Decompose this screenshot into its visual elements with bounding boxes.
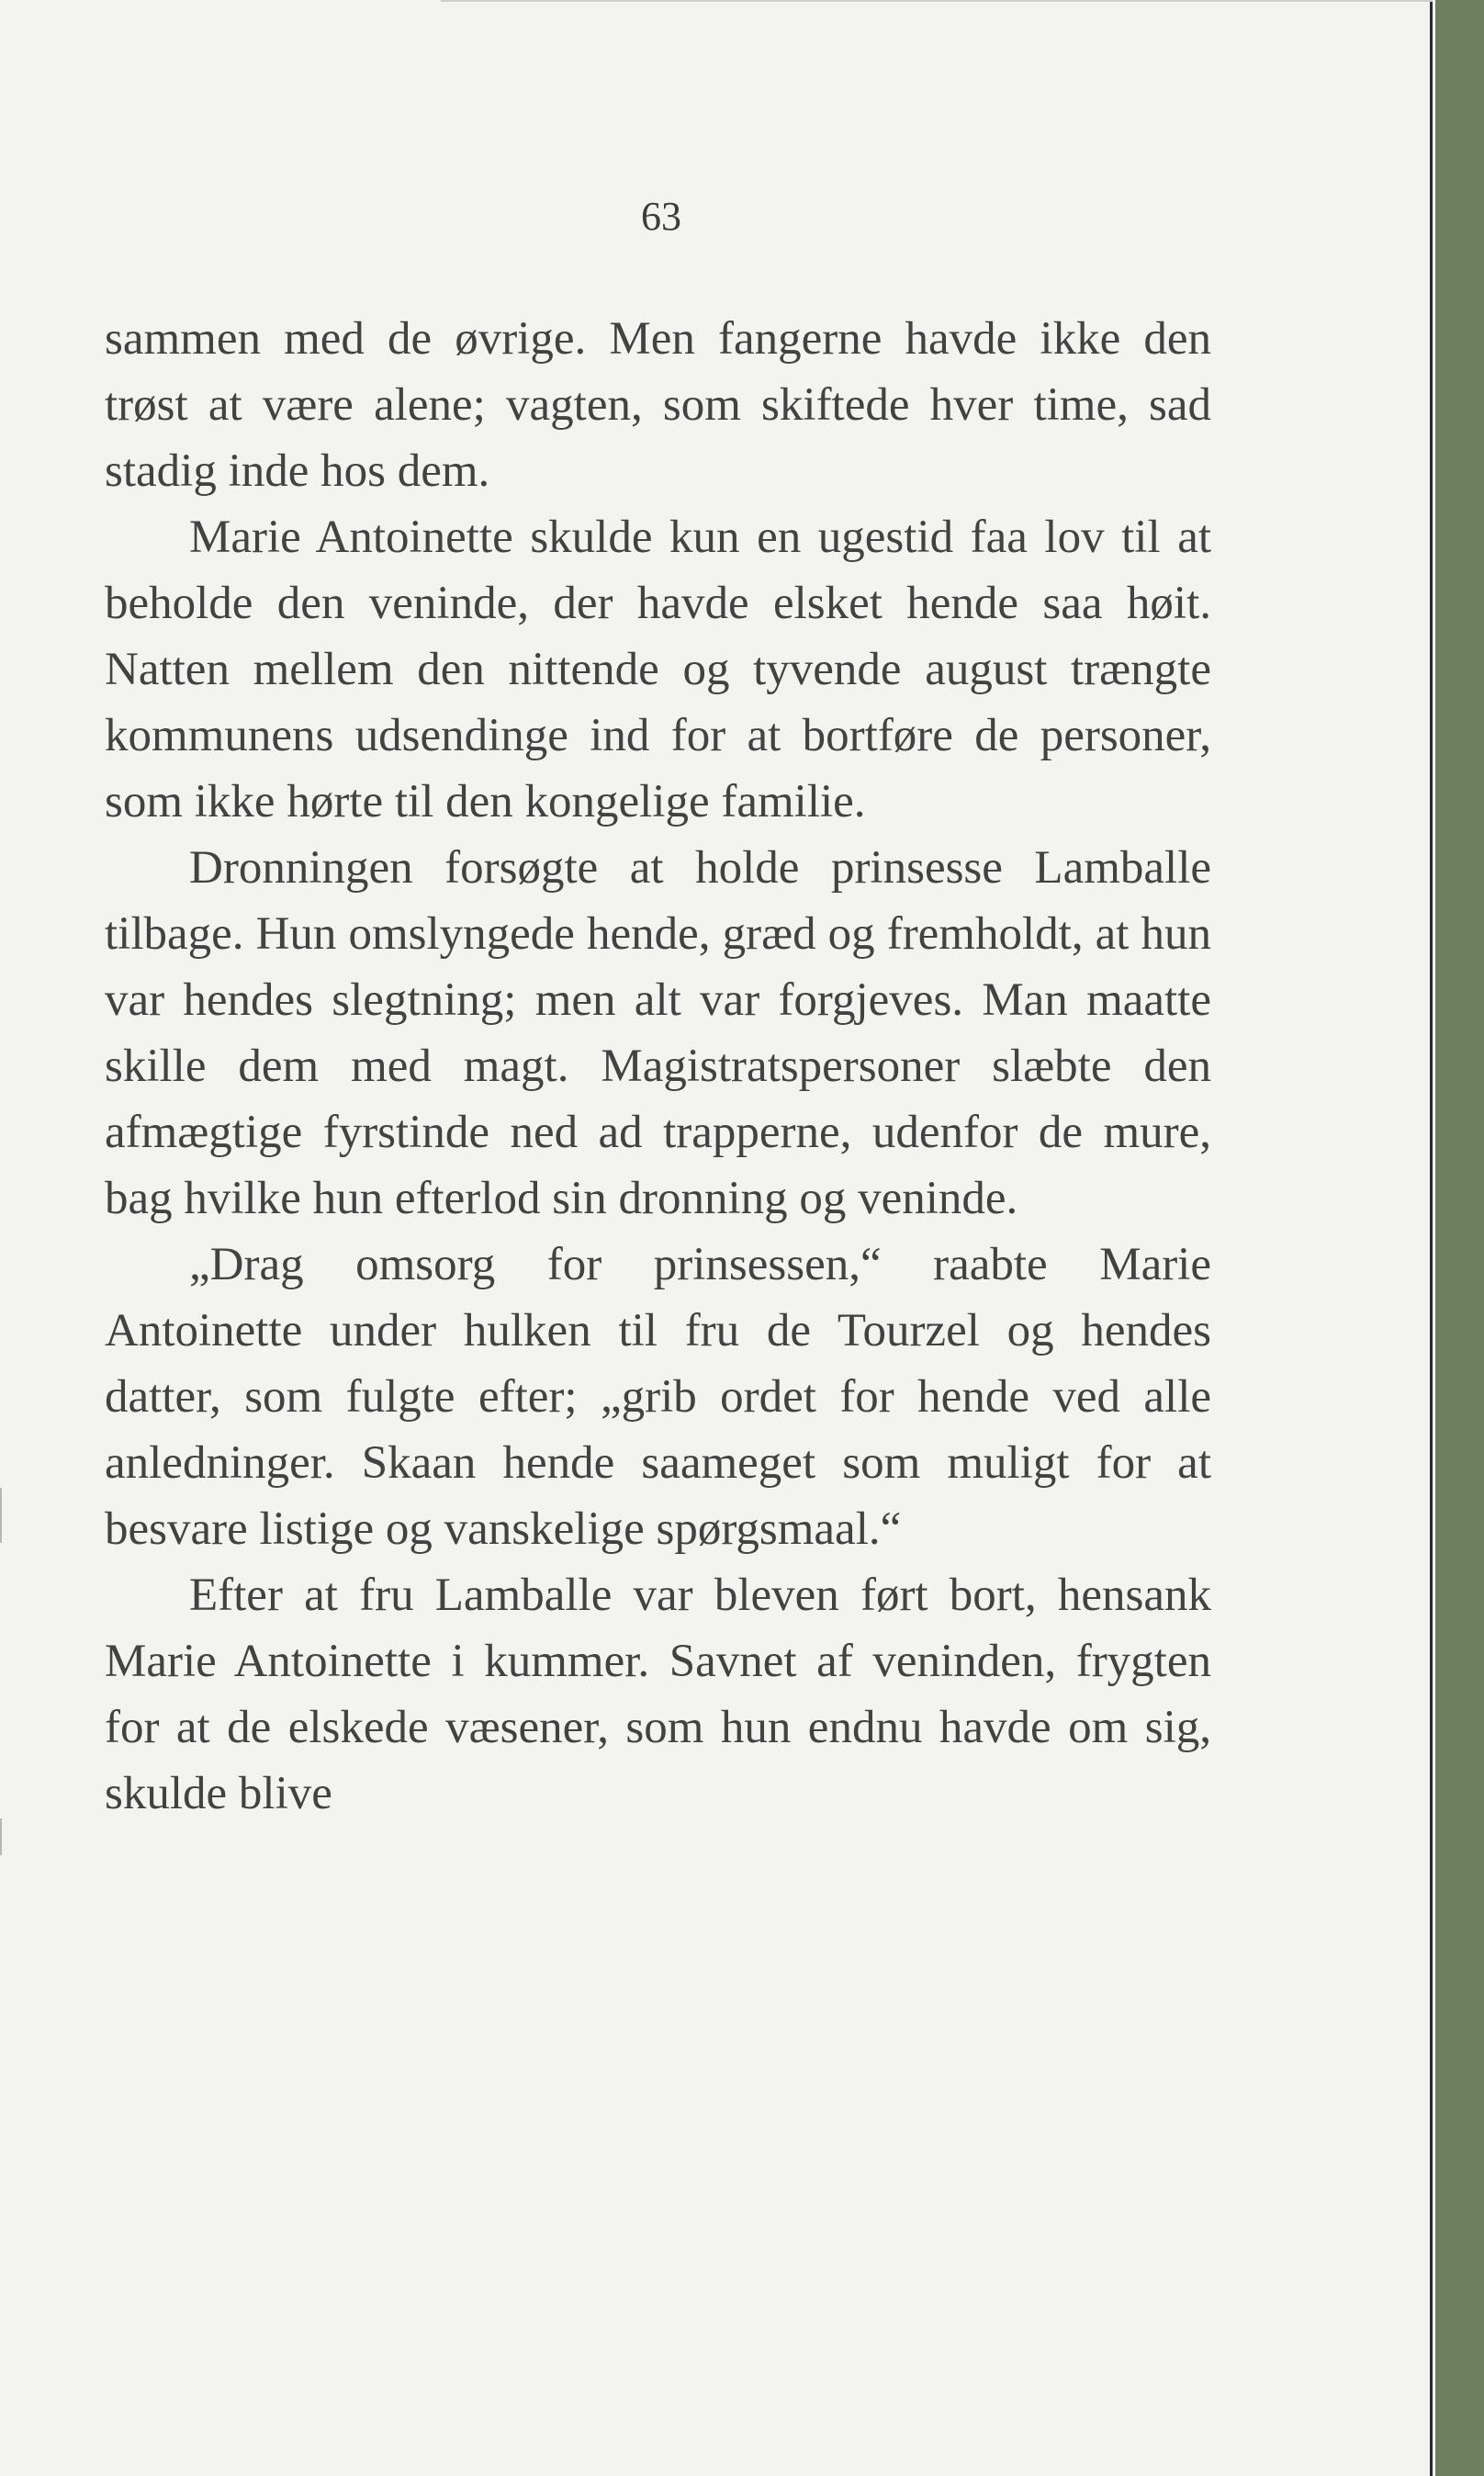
page-number: 63 xyxy=(641,194,681,239)
paragraph: Marie Antoinette skulde kun en ugestid faa lov til at beholde den veninde, der havde elsket hende saa høit. Natten mellem den nittende og tyvende august trængte kommunens udsendinge ind for at bortføre de personer, som ikke hørte til den kongelige familie. xyxy=(105,512,1211,827)
page-left-edge-mark xyxy=(0,1488,2,1543)
paragraph: sammen med de øvrige. Men fangerne havde ikke den trøst at være alene; vagten, som skiftede hver time, sad stadig inde hos dem. xyxy=(105,313,1211,497)
paragraph: „Drag omsorg for prinsessen,“ raabte Marie Antoinette under hulken til fru de Tourzel og hendes datter, som fulgte efter; „grib ordet for hende ved alle anledninger. Skaan hende saameget som muligt for at besvare listige og vanskelige spørgsmaal.“ xyxy=(105,1239,1211,1555)
paragraph: Dronningen forsøgte at holde prinsesse Lamballe tilbage. Hun omslyngede hende, græd og fremholdt, at hun var hendes slegtning; men alt var forgjeves. Man maatte skille dem med magt. Magistratspersoner slæbte den afmægtige fyrstinde ned ad trapperne, udenfor de mure, bag hvilke hun efterlod sin dronning og veninde. xyxy=(105,842,1211,1224)
paragraph: Efter at fru Lamballe var bleven ført bort, hensank Marie Antoinette i kummer. Savnet af veninden, frygten for at de elskede væsener, som hun endnu havde om sig, skulde blive xyxy=(105,1570,1211,1819)
page-top-edge xyxy=(441,0,1433,2)
scan-background-strip xyxy=(1435,0,1484,2476)
page-left-edge-mark xyxy=(0,1818,2,1855)
body-text xyxy=(105,306,1211,1827)
